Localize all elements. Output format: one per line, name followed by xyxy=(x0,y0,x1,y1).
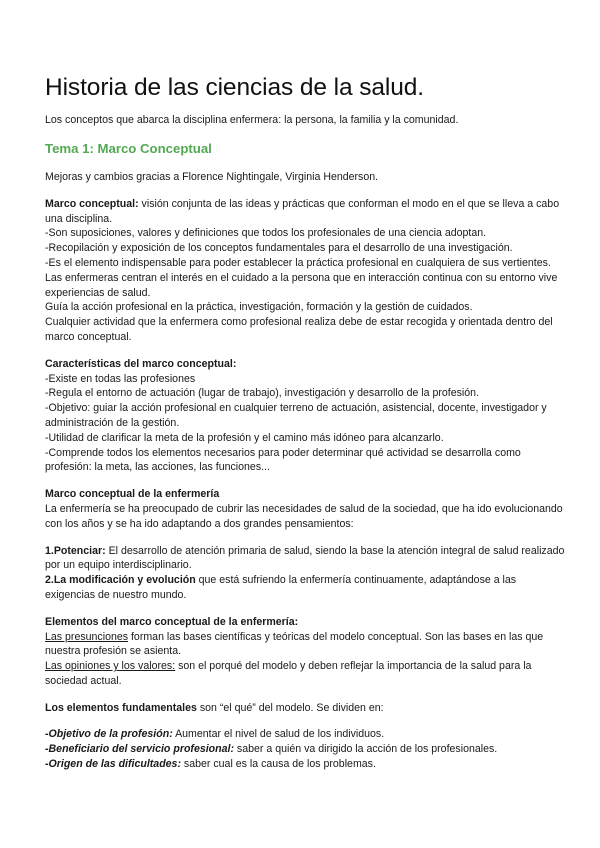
fundamentales-intro xyxy=(45,701,565,716)
elemento-item xyxy=(45,630,565,660)
fundamental-text: saber a quién va dirigido la acción de los profesionales. xyxy=(233,743,498,756)
pensamiento-item xyxy=(45,573,565,603)
enfermeria-heading-text: Marco conceptual de la enfermería xyxy=(45,488,220,501)
document-content xyxy=(45,73,565,772)
marco-line: -Son suposiciones, valores y definiciones que todos los profesionales de una ciencia adoptan. xyxy=(45,227,487,240)
fundamental-term: -Beneficiario del servicio profesional: xyxy=(45,743,234,756)
caracteristica-item: -Utilidad de clarificar la meta de la profesión y el camino más idóneo para alcanzarlo. xyxy=(45,431,444,444)
elementos-heading xyxy=(45,615,565,630)
elemento-text: son el porqué del modelo y deben reflejar la importancia de la salud para la sociedad actual. xyxy=(45,660,532,687)
marco-conceptual-section xyxy=(45,197,565,345)
pensamiento-item xyxy=(45,544,565,574)
elemento-term: Las opiniones y los valores: xyxy=(45,660,176,673)
elemento-item xyxy=(45,659,565,689)
fundamentales-term: Los elementos fundamentales xyxy=(45,701,197,714)
fundamental-term: -Objetivo de la profesión: xyxy=(45,728,173,741)
pensamiento-label: 1.Potenciar: xyxy=(45,544,106,557)
elemento-text: forman las bases científicas y teóricas del modelo conceptual. Son las bases en las que nuestra profesión se asienta. xyxy=(45,630,544,658)
marco-line: Guía la acción profesional en la práctica, investigación, formación y la gestión de cuidados. xyxy=(45,301,473,314)
marco-term: Marco conceptual: xyxy=(45,197,139,210)
marco-line: Cualquier actividad que la enfermera como profesional realiza debe de estar recogida y orientada dentro del marco conceptual. xyxy=(45,316,553,343)
pensamiento-text: que está sufriendo la enfermería continuamente, adaptándose a las exigencias de nuestro mundo. xyxy=(45,574,517,601)
caracteristicas-heading-text: Características del marco conceptual: xyxy=(45,357,237,370)
pensamiento-text: El desarrollo de atención primaria de salud, siendo la base la atención integral de salud realizado por un equipo interdisciplinario. xyxy=(45,544,565,572)
tema-intro: Mejoras y cambios gracias a Florence Nightingale, Virginia Henderson. xyxy=(45,170,379,183)
fundamentales-text: son “el qué” del modelo. Se dividen en: xyxy=(196,701,384,714)
fundamental-text: Aumentar el nivel de salud de los individuos. xyxy=(172,728,385,741)
section-heading-tema-1: Tema 1: Marco Conceptual xyxy=(45,140,212,156)
elemento-term: Las presunciones xyxy=(45,630,129,643)
elementos-section xyxy=(45,615,565,689)
pensamientos-section xyxy=(45,544,565,603)
elementos-heading-text: Elementos del marco conceptual de la enfermería: xyxy=(45,615,299,628)
fundamental-term: -Origen de las dificultades: xyxy=(45,758,181,771)
fundamental-item xyxy=(45,757,565,772)
marco-line: -Es el elemento indispensable para poder establecer la práctica profesional en cualquiera de sus vertientes. Las enfermeras centran el interés en el cuidado a la persona que en interacción continua con su entorno vive experiencias de salud. xyxy=(45,256,558,299)
fundamentales-list xyxy=(45,727,565,771)
caracteristica-item: -Comprende todos los elementos necesarios para poder determinar qué actividad se desarrolla como profesión: la meta, las acciones, las funciones... xyxy=(45,446,521,474)
enfermeria-section xyxy=(45,487,565,531)
caracteristica-item: -Regula el entorno de actuación (lugar de trabajo), investigación y desarrollo de la profesión. xyxy=(45,387,480,400)
marco-definition xyxy=(45,197,565,227)
caracteristica-item: -Objetivo: guiar la acción profesional en cualquier terreno de actuación, asistencial, docente, investigador y administración de la gestión. xyxy=(45,402,547,429)
pensamiento-label: 2.La modificación y evolución xyxy=(45,574,196,587)
enfermeria-text: La enfermería se ha preocupado de cubrir las necesidades de salud de la sociedad, que ha ido evolucionando con los años y se ha ido adaptando a dos grandes pensamientos: xyxy=(45,502,563,530)
marco-line: -Recopilación y exposición de los conceptos fundamentales para el desarrollo de una investigación. xyxy=(45,242,513,255)
caracteristicas-section xyxy=(45,357,565,475)
page-subtitle: Los conceptos que abarca la disciplina enfermera: la persona, la familia y la comunidad. xyxy=(45,114,459,126)
fundamental-item xyxy=(45,742,565,757)
caracteristica-item: -Existe en todas las profesiones xyxy=(45,372,196,385)
enfermeria-heading xyxy=(45,487,565,502)
caracteristicas-heading xyxy=(45,357,565,372)
fundamentales-section xyxy=(45,701,565,716)
fundamental-text: saber cual es la causa de los problemas. xyxy=(180,758,376,771)
page-title: Historia de las ciencias de la salud. xyxy=(45,74,424,101)
marco-definition-text: visión conjunta de las ideas y prácticas que conforman el modo en el que se lleva a cabo una disciplina. xyxy=(45,197,560,225)
fundamental-item xyxy=(45,727,565,742)
